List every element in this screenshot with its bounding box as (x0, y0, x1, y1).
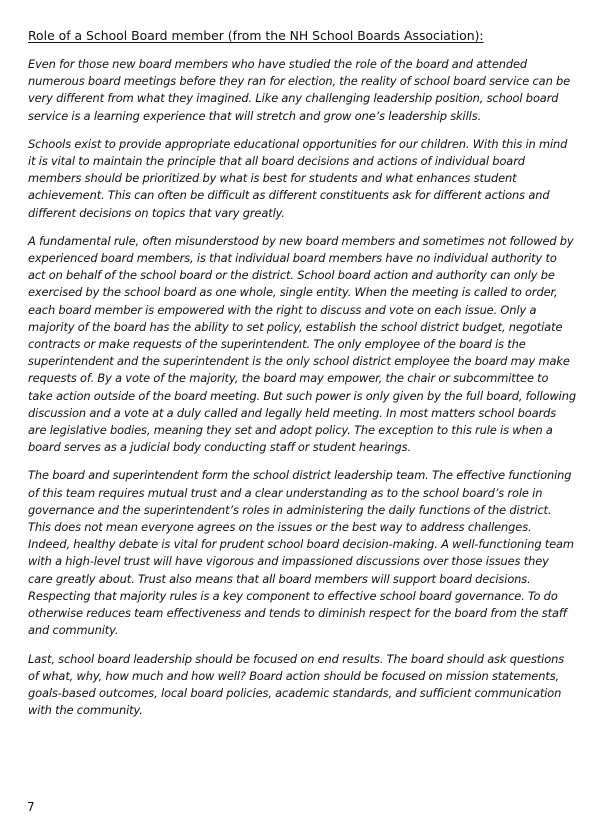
page-number: 7 (27, 800, 35, 814)
paragraph-5: Last, school board leadership should be focused on end results. The board should ask questions of what, why, how much and how well? Board action should be focused on mission statements, goals-based outcomes, local board policies, academic standards, and sufficient communication with the community. (28, 651, 565, 718)
paragraph-2: Schools exist to provide appropriate educational opportunities for our children. With this in mind it is vital to maintain the principle that all board decisions and actions of individual board members should be prioritized by what is best for students and what enhances student achievement. This can often be difficult as different constituents ask for different actions and different decisions on topics that vary greatly. (28, 136, 568, 220)
document-title: Role of a School Board member (from the NH School Boards Association): (28, 28, 484, 43)
paragraph-1: Even for those new board members who have studied the role of the board and attended numerous board meetings before they ran for election, the reality of school board service can be very different from what they imagined. Like any challenging leadership position, school board service is a learning experience that will stretch and grow one’s leadership skills. (28, 57, 571, 123)
document-page (28, 28, 576, 730)
paragraph-3: A fundamental rule, often misunderstood by new board members and sometimes not followed by experienced board members, is that individual board members have no individual authority to act on behalf of the school board or the district. School board action and authority can only be exercised by the school board as one whole, single entity. When the meeting is called to order, each board member is empowered with the right to discuss and vote on each issue. Only a majority of the board has the ability to set policy, establish the school district budget, negotiate contracts or make requests of the superintendent. The only employee of the board is the superintendent and the superintendent is the only school district employee the board may make requests of. By a vote of the majority, the board may empower, the chair or subcommittee to take action outside of the board meeting. But such power is only given by the full board, following discussion and a vote at a duly called and legally held meeting. In most matters school boards are legislative bodies, meaning they set and adopt policy. The exception to this rule is when a board serves as a judicial body conducting staff or student hearings. (28, 233, 576, 455)
paragraph-4: The board and superintendent form the school district leadership team. The effective functioning of this team requires mutual trust and a clear understanding as to the school board’s role in governance and the superintendent’s roles in administering the daily functions of the district. This does not mean everyone agrees on the issues or the best way to address challenges. Indeed, healthy debate is vital for prudent school board decision-making. A well-functioning team with a high-level trust will have vigorous and impassioned discussions over those issues they care greatly about. Trust also means that all board members will support board decisions. Respecting that majority rules is a key component to effective school board governance. To do otherwise reduces team effectiveness and tends to diminish respect for the board from the staff and community. (28, 468, 574, 638)
